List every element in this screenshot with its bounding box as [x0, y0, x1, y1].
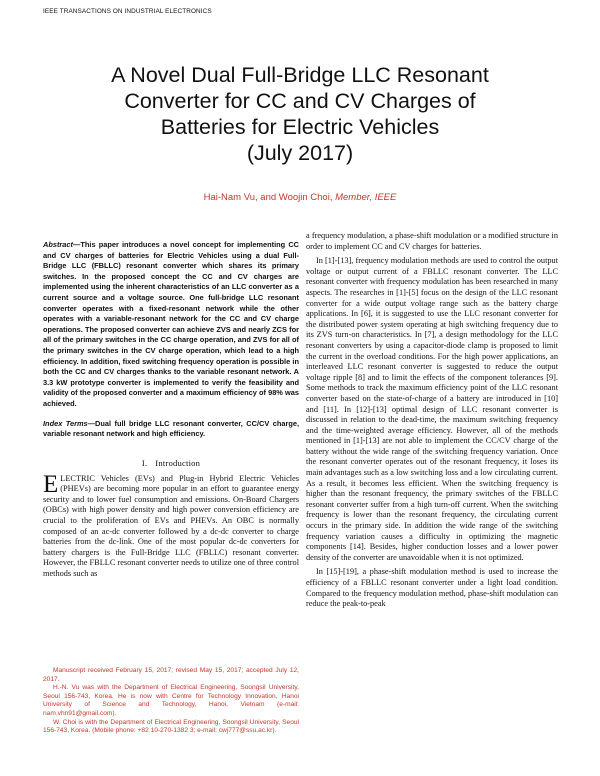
- right-column: [306, 231, 558, 614]
- drop-cap: E: [43, 470, 59, 498]
- section-title: Introduction: [155, 457, 201, 468]
- footnote: W. Choi is with the Department of Electrical Engineering, Soongsil University, Seoul 156-743, Korea. (Mobile phone: +82 10-270-1382 3; e-mail: cwj777@ssu.ac.kr).: [43, 718, 299, 735]
- intro-paragraph: [43, 470, 299, 580]
- abstract-text: —This paper introduces a novel concept for implementing CC and CV charges of batteries for Electric Vehicles using a dual Full-Bridge LLC (FBLLC) resonant converter which shares its primary switches. In the proposed concept the CC and CV charges are implemented using the inherent characteristics of an LLC converter as a current source and a voltage source. One full-bridge LLC resonant converter operates with a fixed-resonant network while the other operates with a variable-resonant network for the CC and CV charge operations. The proposed converter can achieve ZVS and nearly ZCS for all of the primary switches in the CC charge operation, and ZVS for all of the primary switches in the CV charge operation, which lead to a high efficiency. In addition, fixed switching frequency operation is possible in both the CC and CV charges thanks to the variable resonant network. A 3.3 kW prototype converter is implemented to verify the feasibility and validity of the proposed converter and a maximum efficiency of 98% was achieved.: [43, 240, 299, 408]
- title-line: (July 2017): [246, 141, 354, 165]
- index-terms-text: —Dual full bridge LLC resonant converter, CC/CV charge, variable resonant network and high efficiency.: [43, 418, 299, 439]
- index-terms-label: Index Terms: [43, 418, 88, 428]
- paper-title: [40, 62, 560, 166]
- body-paragraph: a frequency modulation, a phase-shift modulation or a modified structure in order to implement CC and CV charges for batteries.: [306, 231, 558, 251]
- section-heading: [43, 458, 299, 468]
- index-terms: [43, 419, 299, 440]
- author-line: [40, 192, 560, 203]
- body-paragraph: In [15]-[19], a phase-shift modulation method is used to increase the efficiency of a FBLLC resonant converter under a light load condition. Compared to the frequency modulation method, phase-shift modulation can reduce the peak-to-peak: [306, 567, 558, 609]
- title-line: A Novel Dual Full-Bridge LLC Resonant: [111, 63, 489, 87]
- abstract-label: Abstract: [43, 240, 73, 249]
- footnote: H.-N. Vu was with the Department of Electrical Engineering, Soongsil University, Seoul 156-743, Korea. He is now with Centre for Technology Innovation, Hanoi University of Science and Technology, Hanoi, Vietnam (e-mail: nam.vhn91@gmail.com).: [43, 684, 299, 717]
- abstract: [43, 240, 299, 410]
- intro-text: LECTRIC Vehicles (EVs) and Plug-in Hybrid Electric Vehicles (PHEVs) are becoming more popular in an effort to guarantee energy security and to lower fuel consumption and emissions. On-Board Chargers (OBCs) with high power density and high power conversion efficiency are crucial to the proliferation of EVs and PHEVs. An OBC is normally composed of an ac-dc converter followed by a dc-dc converter to charge batteries from the dc-link. One of the most popular dc-dc converters for battery chargers is the Full-Bridge LLC (FBLLC) resonant converter. However, the FBLLC resonant converter needs to utilize one of three control methods such as: [43, 473, 299, 579]
- journal-header: IEEE TRANSACTIONS ON INDUSTRIAL ELECTRONICS: [43, 8, 212, 15]
- left-column: [43, 240, 299, 580]
- title-line: Batteries for Electric Vehicles: [160, 115, 440, 139]
- author-membership: Member, IEEE: [335, 192, 397, 203]
- title-line: Converter for CC and CV Charges of: [124, 89, 476, 113]
- footnotes: [43, 667, 299, 736]
- footnote: Manuscript received February 15, 2017; revised May 15, 2017; accepted July 12, 2017.: [43, 667, 299, 683]
- body-paragraph: In [1]-[13], frequency modulation methods are used to control the output voltage or output current of a FBLLC resonant converter. The LLC resonant converter with frequency modulation has been researched in many aspects. The researches in [1]-[5] focus on the design of the LLC resonant converter for a wide output voltage range such as the battery charge applications. In [6], it is suggested to use the LLC resonant converter for the distributed power system operating at high switching frequency due to its ZVS turn-on characteristics. In [7], a design methodology for the LLC resonant converters by using a capacitor-diode clamp is proposed to limit the current in the overload conditions. For the high power applications, an interleaved LLC resonant converter is suggested to reduce the output voltage ripple [8] and to limit the effects of the component tolerances [9]. Some methods to track the maximum efficiency point of the LLC resonant converter based on the state-of-charge of a battery are introduced in [10] and [11]. In [12]-[13] optimal design of LLC resonant converter is discussed in relation to the dead-time, the maximum switching frequency and the time-weighted average efficiency. However, all of the methods mentioned in [1]-[13] are not able to implement the CC/CV charge of the battery without the wide range of the switching frequency variation. Once the resonant converter operates out of the resonant frequency, it loses its main advantages such as a low switching loss and a low circulating current. As a result, it becomes less efficient. When the switching frequency is higher than the resonant frequency, the primary switches of the FBLLC resonant converter suffer from a high turn-off current. When the switching frequency is lower than the resonant frequency, the circulating current occurs in the primary side. In addition the wide range of the switching frequency variation causes a difficulty in optimizing the magnetic components [14]. Besides, higher conduction losses and a lower power density of the converter are unavoidable when it is not optimized.: [306, 256, 558, 562]
- section-number: I.: [141, 457, 148, 468]
- author-names: Hai-Nam Vu, and Woojin Choi,: [203, 192, 333, 203]
